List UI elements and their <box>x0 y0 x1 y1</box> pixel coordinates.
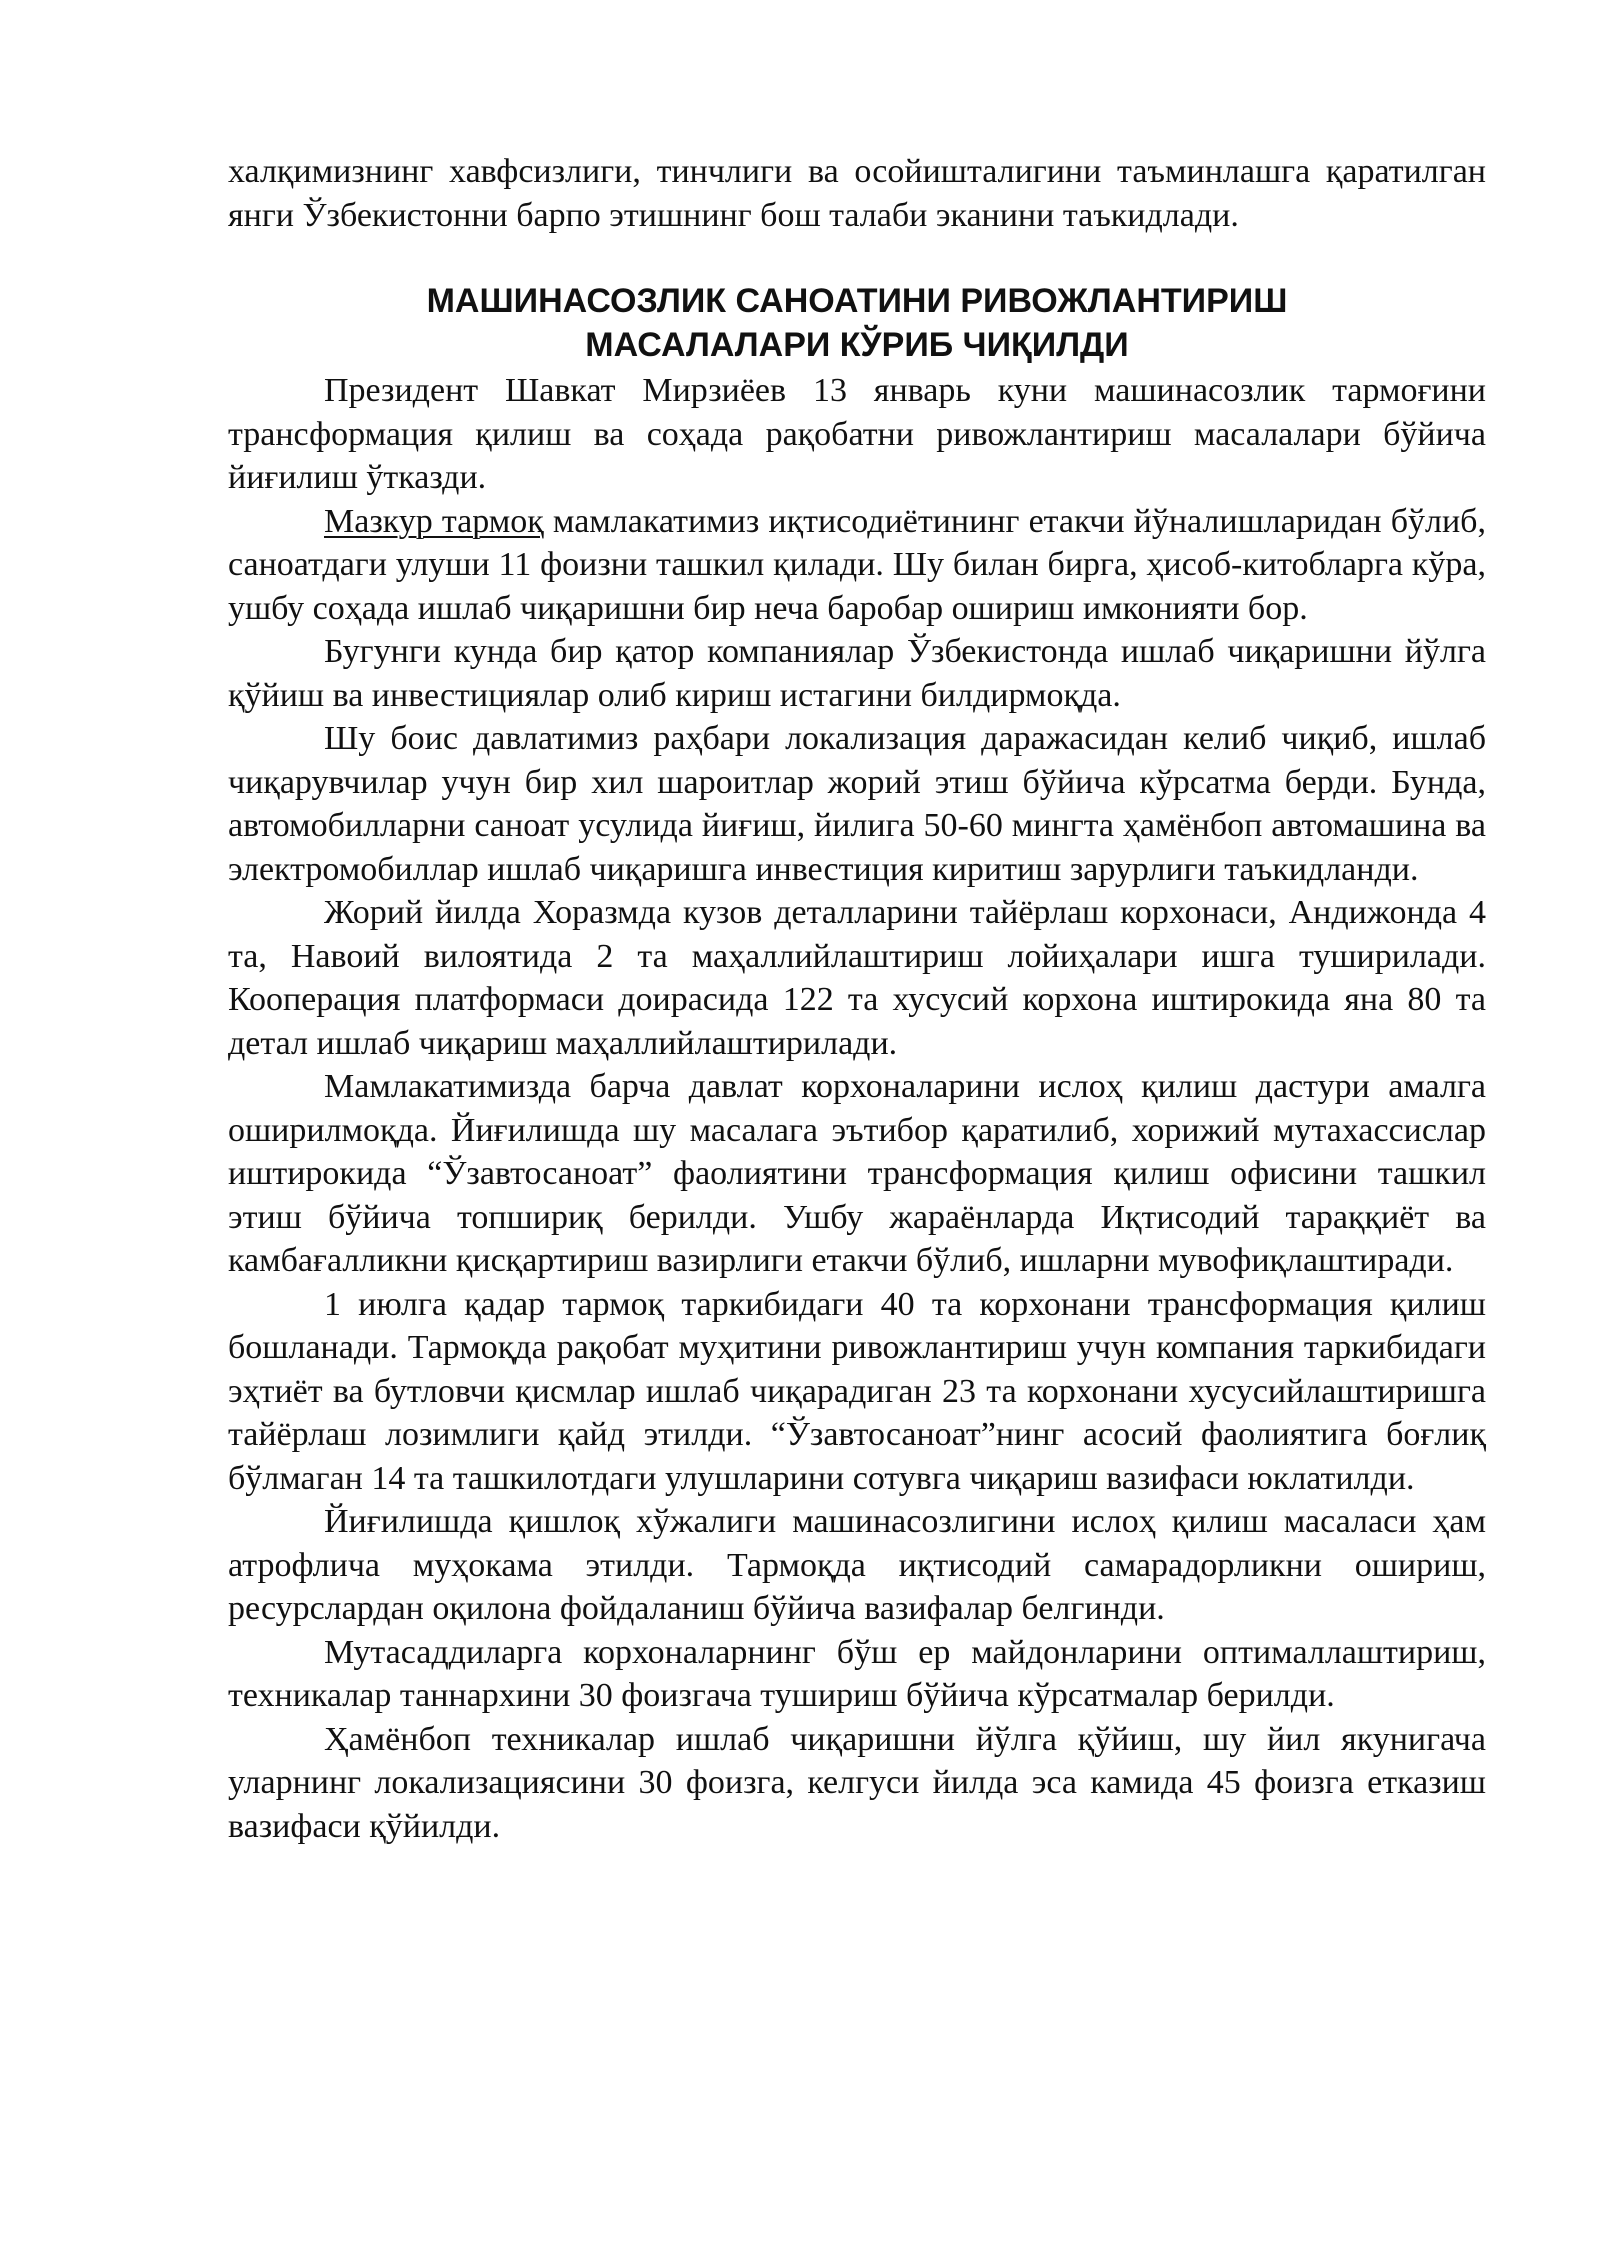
paragraph-6: Мамлакатимизда барча давлат корхоналарини ислоҳ қилиш дастури амалга оширилмоқда. Йиғилишда шу масалага эътибор қаратилиб, хорижий мутахассислар иштирокида “Ўзавтосаноат” фаолиятини трансформация қилиш офисини ташкил этиш бўйича топшириқ берилди. Ушбу жараёнларда Иқтисодий тараққиёт ва камбағалликни қисқартириш вазирлиги етакчи бўлиб, ишларни мувофиқлаштиради. <box>228 1068 1486 1279</box>
paragraph-2-text: мамлакатимиз иқтисодиётининг етакчи йўналишларидан бўлиб, саноатдаги улуши 11 фоизни ташкил қилади. Шу билан бирга, ҳисоб-китобларга кўра, ушбу соҳада ишлаб чиқаришни бир неча баробар ошириш имконияти бор. <box>228 502 1486 627</box>
paragraph-8: Йиғилишда қишлоқ хўжалиги машинасозлигини ислоҳ қилиш масаласи ҳам атрофлича муҳокама этилди. Тармоқда иқтисодий самарадорликни ошириш, ресурслардан оқилона фойдаланиш бўйича вазифалар белгинди. <box>228 1503 1486 1627</box>
paragraph-7: 1 июлга қадар тармоқ таркибидаги 40 та корхонани трансформация қилиш бошланади. Тармоқда рақобат муҳитини ривожлантириш учун компания таркибидаги эҳтиёт ва бутловчи қисмлар ишлаб чиқарадиган 23 та корхонани хусусийлаштиришга тайёрлаш лозимлиги қайд этилди. “Ўзавтосаноат”нинг асосий фаолиятига боғлиқ бўлмаган 14 та ташкилотдаги улушларини сотувга чиқариш вазифаси юклатилди. <box>228 1285 1486 1497</box>
underlined-phrase: Мазкур тармоқ <box>324 502 544 540</box>
paragraph-1: Президент Шавкат Мирзиёев 13 январь куни машинасозлик тармоғини трансформация қилиш ва соҳада рақобатни ривожлантириш масалалари бўйича йиғилиш ўтказди. <box>228 372 1486 496</box>
heading-line-1: МАШИНАСОЗЛИК САНОАТИНИ РИВОЖЛАНТИРИШ <box>426 282 1288 320</box>
article-heading <box>228 279 1486 367</box>
paragraph-3: Бугунги кунда бир қатор компаниялар Ўзбекистонда ишлаб чиқаришни йўлга қўйиш ва инвестициялар олиб кириш истагини билдирмоқда. <box>228 633 1486 714</box>
paragraph-9: Мутасаддиларга корхоналарнинг бўш ер майдонларини оптималлаштириш, техникалар таннархини 30 фоизгача тушириш бўйича кўрсатмалар берилди. <box>228 1633 1486 1714</box>
heading-line-2: МАСАЛАЛАРИ КЎРИБ ЧИҚИЛДИ <box>585 326 1129 364</box>
document-page <box>228 150 1486 1848</box>
paragraph-4: Шу боис давлатимиз раҳбари локализация даражасидан келиб чиқиб, ишлаб чиқарувчилар учун бир хил шароитлар жорий этиш бўйича кўрсатма берди. Бунда, автомобилларни саноат усулида йиғиш, йилига 50-60 мингта ҳамёнбоп автомашина ва электромобиллар ишлаб чиқаришга инвестиция киритиш зарурлиги таъкидланди. <box>228 720 1486 888</box>
paragraph-5: Жорий йилда Хоразмда кузов деталларини тайёрлаш корхонаси, Андижонда 4 та, Навоий вилоятида 2 та маҳаллийлаштириш лойиҳалари ишга туширилади. Кооперация платформаси доирасида 122 та хусусий корхона иштирокида яна 80 та детал ишлаб чиқариш маҳаллийлаштирилади. <box>228 894 1486 1062</box>
intro-paragraph: халқимизнинг хавфсизлиги, тинчлиги ва осойишталигини таъминлашга қаратилган янги Ўзбекистонни барпо этишнинг бош талаби эканини таъкидлади. <box>228 153 1486 234</box>
paragraph-10: Ҳамёнбоп техникалар ишлаб чиқаришни йўлга қўйиш, шу йил якунигача уларнинг локализациясини 30 фоизга, келгуси йилда эса камида 45 фоизга етказиш вазифаси қўйилди. <box>228 1720 1486 1845</box>
paragraph-2 <box>228 500 1486 631</box>
